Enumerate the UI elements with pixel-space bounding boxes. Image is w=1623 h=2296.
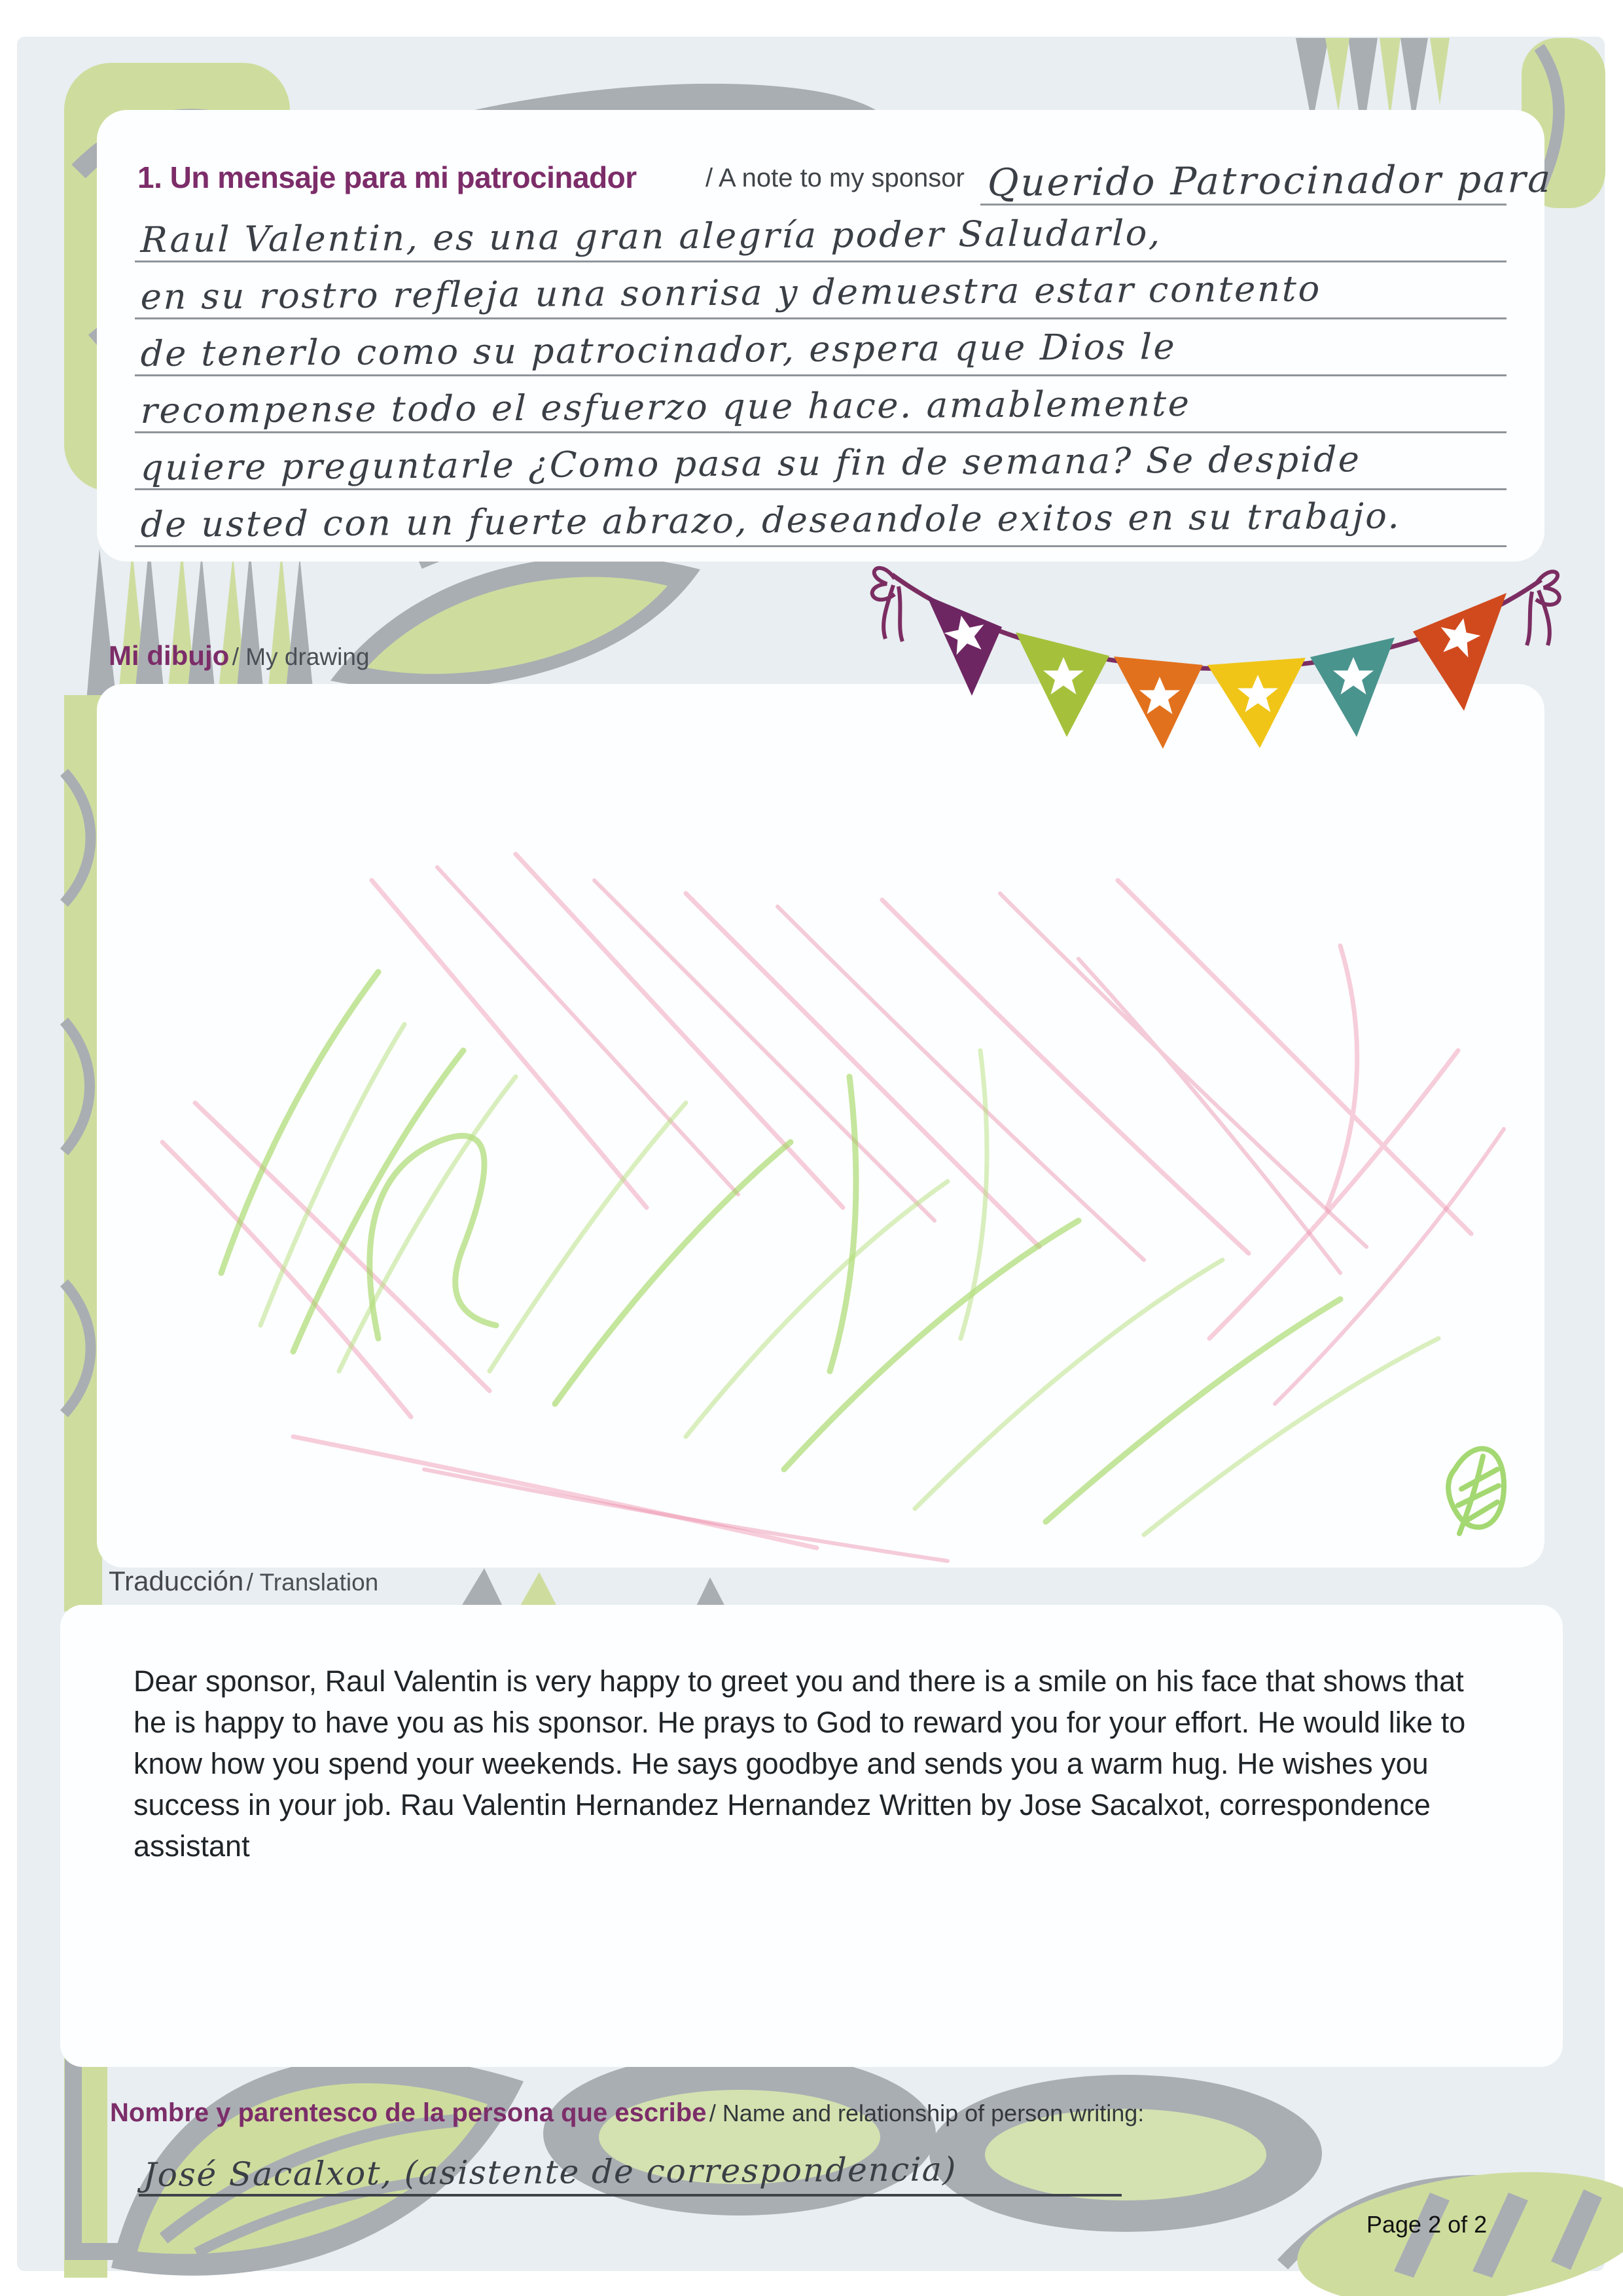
drawing-label-es: Mi dibujo (109, 640, 230, 671)
translation-section-label (109, 1566, 378, 1597)
ruled-line (135, 262, 1507, 319)
handwritten-message-line: de usted con un fuerte abrazo, deseandole exitos en su trabajo. (140, 495, 1402, 545)
writer-signature-line (139, 2128, 1122, 2197)
ruled-line (135, 206, 1507, 262)
ruled-line (135, 376, 1507, 433)
handwritten-message-line: Raul Valentin, es una gran alegría poder Saludarlo, (140, 212, 1163, 260)
message-ruled-lines (135, 206, 1507, 547)
handwritten-message-line: recompense todo el esfuerzo que hace. amablemente (140, 382, 1192, 431)
ruled-line (135, 490, 1507, 547)
translation-text: Dear sponsor, Raul Valentin is very happy to greet you and there is a smile on his face that shows that he is happy to have you as his sponsor. He prays to God to reward you for your effort. He would like to know how you spend your weekends. He says goodbye and sends you a warm hug. He wishes you success in your job. Rau Valentin Hernandez Hernandez Written by Jose Sacalxot, correspondence assistant (134, 1664, 1466, 1863)
bow-icon (1527, 571, 1560, 645)
translation-label-en: / Translation (246, 1569, 379, 1596)
message-title-es: 1. Un mensaje para mi patrocinador (137, 160, 637, 194)
handwritten-message-line: quiere preguntarle ¿Como pasa su fin de semana? Se despide (140, 438, 1362, 488)
handwritten-message-line: de tenerlo como su patrocinador, espera que Dios le (140, 325, 1177, 374)
drawing-section-label (109, 640, 369, 672)
ruled-line (135, 433, 1507, 490)
handwritten-signature: José Sacalxot, (asistente de correspondencia) (143, 2150, 958, 2194)
writer-name-label-es: Nombre y parentesco de la persona que escribe (110, 2098, 707, 2127)
message-title-en: / A note to my sponsor (705, 164, 965, 192)
page-number: Page 2 of 2 (1366, 2211, 1488, 2238)
handwritten-message-line: Querido Patrocinador para (987, 156, 1554, 205)
translation-label-es: Traducción (109, 1566, 244, 1596)
ruled-line (135, 319, 1507, 376)
writer-name-label (110, 2098, 1144, 2128)
bunting-flags-icon (867, 548, 1567, 758)
translation-card (60, 1605, 1563, 2067)
child-drawing-card (97, 684, 1544, 1568)
child-crayon-drawing (97, 684, 1544, 1568)
message-header-row (135, 134, 1554, 206)
handwritten-message-line: en su rostro refleja una sonrisa y demuestra estar contento (140, 268, 1323, 317)
writer-name-label-en: / Name and relationship of person writing: (709, 2100, 1145, 2126)
ruled-line (980, 135, 1554, 206)
drawing-label-en: / My drawing (232, 643, 370, 670)
message-to-sponsor-card (97, 110, 1554, 562)
